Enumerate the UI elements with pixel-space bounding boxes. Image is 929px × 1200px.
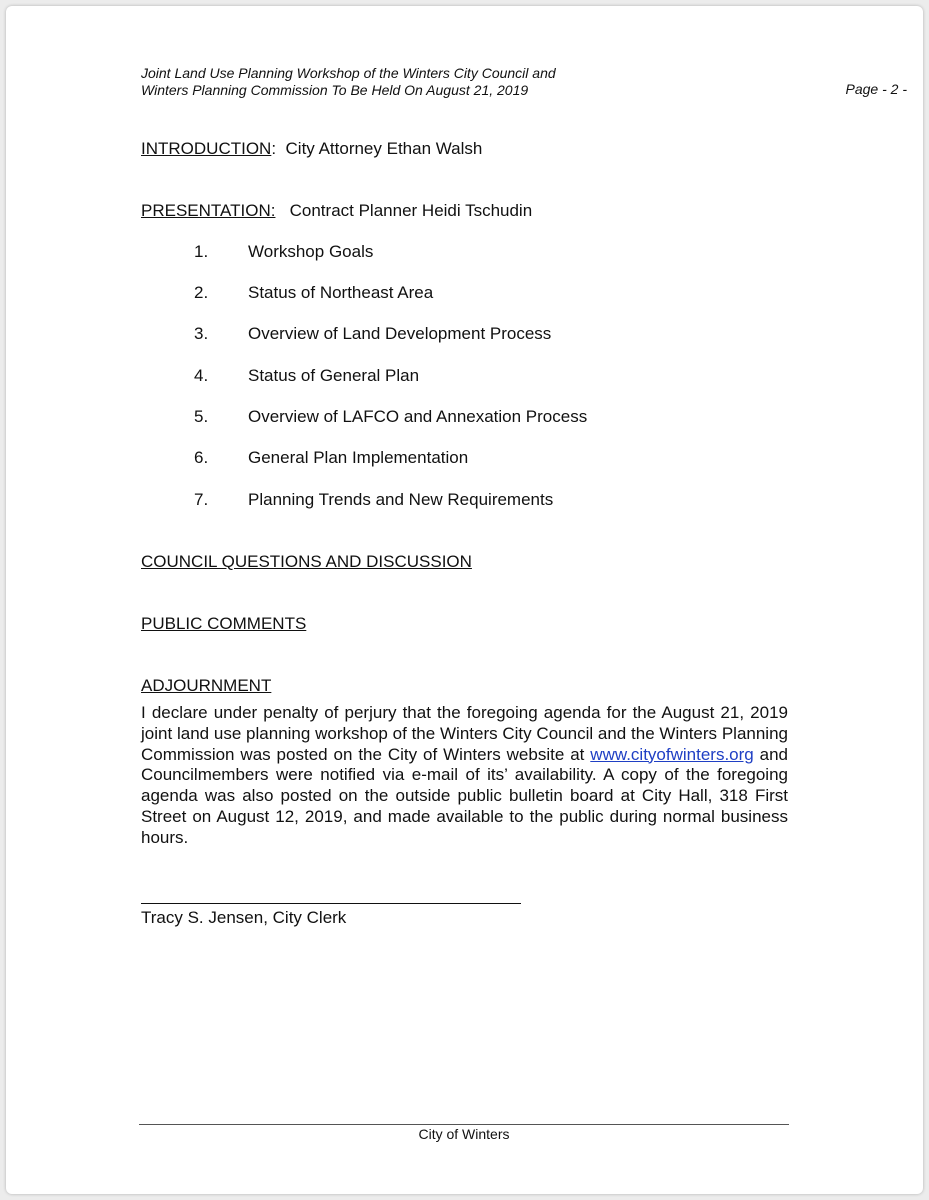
list-item-number: 7. [194, 490, 209, 509]
list-item-text: Status of Northeast Area [248, 283, 434, 302]
list-item [194, 283, 433, 303]
list-item-number: 4. [194, 366, 209, 385]
presentation-text: Contract Planner Heidi Tschudin [289, 201, 533, 220]
public-comments-heading: PUBLIC COMMENTS [141, 614, 307, 633]
header-title-line-1: Joint Land Use Planning Workshop of the Winters City Council and [141, 65, 556, 81]
page-number: Page - 2 - [845, 81, 907, 97]
signature-line [141, 903, 521, 904]
list-item [194, 407, 587, 427]
list-item-number: 6. [194, 448, 209, 467]
declaration-text-start: I declare under penalty of perjury that the foregoing agenda for the August 21, 2019 joint land use planning workshop of the Winters City Council and the Winters Planning Commission was posted on the City of Winters website at [141, 703, 788, 764]
council-questions-heading: COUNCIL QUESTIONS AND DISCUSSION [141, 552, 472, 571]
footer-divider [139, 1124, 789, 1125]
list-item-number: 3. [194, 324, 209, 343]
list-item [194, 324, 551, 344]
footer-text: City of Winters [418, 1126, 510, 1142]
list-item-text: Status of General Plan [248, 366, 420, 385]
list-item [194, 366, 419, 386]
document-page [6, 6, 923, 1194]
introduction-separator: : [271, 139, 277, 158]
introduction-text: City Attorney Ethan Walsh [285, 139, 483, 158]
list-item-number: 1. [194, 242, 209, 261]
list-item-number: 5. [194, 407, 209, 426]
list-item-number: 2. [194, 283, 209, 302]
list-item [194, 490, 553, 510]
list-item-text: Overview of LAFCO and Annexation Process [248, 407, 588, 426]
list-item [194, 448, 468, 468]
header-title-line-2: Winters Planning Commission To Be Held On August 21, 2019 [141, 82, 529, 98]
list-item [194, 242, 373, 262]
presentation-section [141, 201, 532, 221]
adjournment-declaration [141, 703, 788, 849]
presentation-label: PRESENTATION: [141, 201, 276, 220]
declaration-text-end: and Councilmembers were notified via e-mail of its’ availability. A copy of the foregoing agenda was also posted on the outside public bulletin board at City Hall, 318 First Street on August 12, 2019, and made available to the public during normal business hours. [141, 744, 789, 847]
signature-name: Tracy S. Jensen, City Clerk [141, 908, 347, 927]
introduction-section [141, 139, 482, 159]
list-item-text: General Plan Implementation [248, 448, 469, 467]
list-item-text: Planning Trends and New Requirements [248, 490, 554, 509]
introduction-label: INTRODUCTION [141, 139, 272, 158]
website-link[interactable]: www.cityofwinters.org [590, 744, 754, 764]
adjournment-heading: ADJOURNMENT [141, 676, 272, 695]
list-item-text: Workshop Goals [248, 242, 374, 261]
list-item-text: Overview of Land Development Process [248, 324, 552, 343]
